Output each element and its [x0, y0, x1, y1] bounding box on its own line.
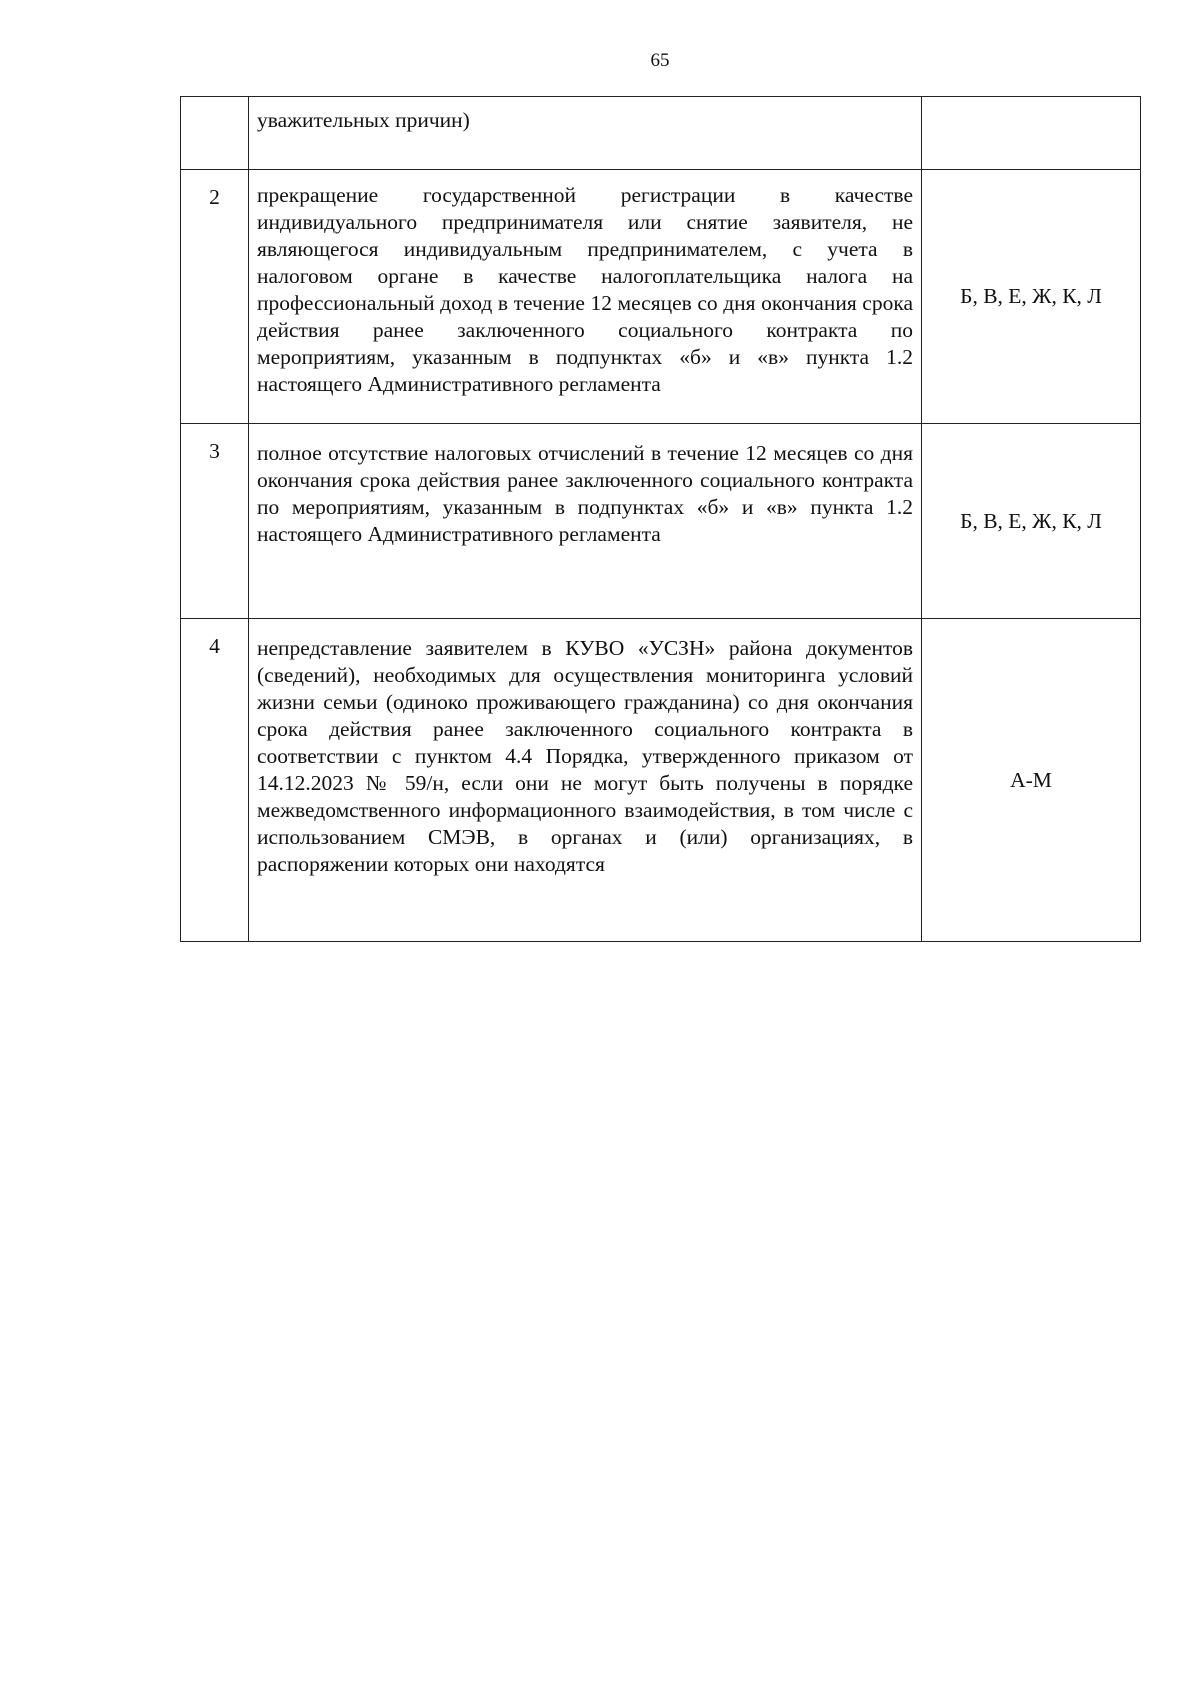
row-number: 3	[181, 424, 249, 619]
row-description: непредставление заявителем в КУВО «УСЗН» района документов (сведений), необходимых для осуществления мониторинга условий жизни семьи (одиноко проживающего гражданина) со дня окончания срока действия ранее заключенного социального контракта в соответствии с пунктом 4.4 Порядка, утвержденного приказом от 14.12.2023 № 59/н, если они не могут быть получены в порядке межведомственного информационного взаимодействия, в том числе с использованием СМЭВ, в органах и (или) организациях, в распоряжении которых они находятся	[249, 619, 922, 942]
page-number: 65	[650, 50, 670, 71]
table-row	[181, 97, 1141, 170]
row-number: 4	[181, 619, 249, 942]
row-codes: А-М	[922, 619, 1141, 942]
row-codes: Б, В, Е, Ж, К, Л	[922, 170, 1141, 424]
row-description: прекращение государственной регистрации в качестве индивидуального предпринимателя или снятие заявителя, не являющегося индивидуальным предпринимателем, с учета в налоговом органе в качестве налогоплательщика налога на профессиональный доход в течение 12 месяцев со дня окончания срока действия ранее заключенного социального контракта по мероприятиям, указанным в подпунктах «б» и «в» пункта 1.2 настоящего Административного регламента	[249, 170, 922, 424]
table-row	[181, 170, 1141, 424]
table-row	[181, 424, 1141, 619]
row-codes	[922, 97, 1141, 170]
row-codes: Б, В, Е, Ж, К, Л	[922, 424, 1141, 619]
row-number: 2	[181, 170, 249, 424]
row-description: уважительных причин)	[249, 97, 922, 170]
row-number	[181, 97, 249, 170]
table-row	[181, 619, 1141, 942]
row-description: полное отсутствие налоговых отчислений в течение 12 месяцев со дня окончания срока действия ранее заключенного социального контракта по мероприятиям, указанным в подпунктах «б» и «в» пункта 1.2 настоящего Административного регламента	[249, 424, 922, 619]
grounds-table	[180, 96, 1141, 942]
